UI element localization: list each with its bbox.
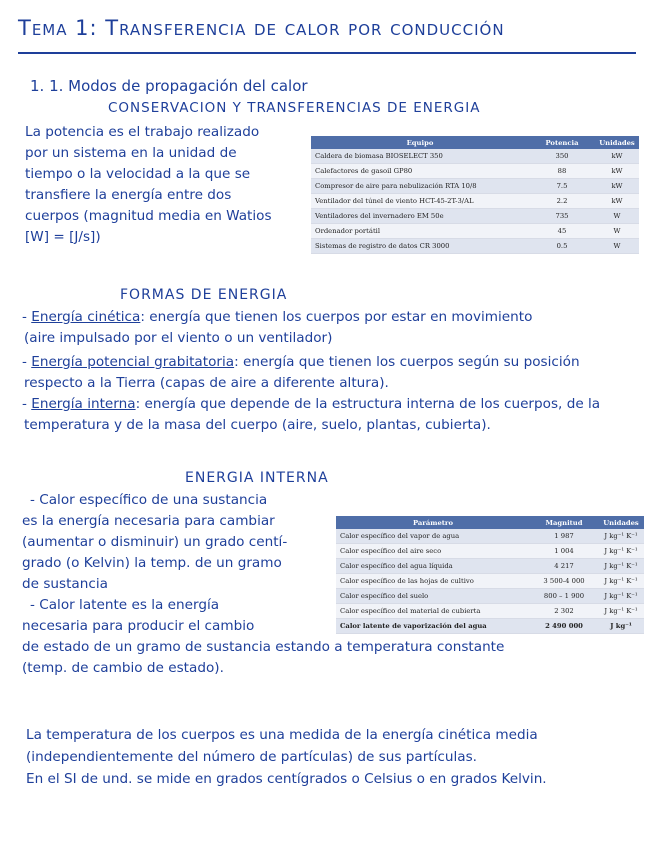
table-cell: 800 – 1 900: [530, 589, 598, 604]
formas-list: [22, 307, 600, 436]
table-cell: J kg⁻¹ K⁻¹: [598, 559, 644, 574]
term-energia-potencial: Energía potencial grabitatoria: [31, 354, 235, 370]
temperatura-paragraph: [26, 724, 547, 790]
table-cell: kW: [595, 194, 639, 209]
term-definition: : energía que tienen los cuerpos por estar en movimiento: [140, 309, 533, 325]
table-cell: kW: [595, 179, 639, 194]
table-cell: W: [595, 209, 639, 224]
table-cell: 1 987: [530, 529, 598, 544]
table-row: [311, 224, 639, 239]
table-cell: J kg⁻¹ K⁻¹: [598, 574, 644, 589]
table-cell: 88: [529, 164, 595, 179]
table-cell: Ventiladores del invernadero EM 50e: [311, 209, 529, 224]
column-header-unidades: Unidades: [595, 136, 639, 149]
table-cell: Calor específico de las hojas de cultivo: [336, 574, 530, 589]
paragraph-line: es la energía necesaria para cambiar: [22, 513, 275, 529]
paragraph-line: - Calor latente es la energía: [30, 597, 220, 613]
table-row: [311, 239, 639, 254]
table-cell: Ventilador del túnel de viento HCT-45-2T-3/AL: [311, 194, 529, 209]
table-cell: 735: [529, 209, 595, 224]
table-cell: Calor específico del agua líquida: [336, 559, 530, 574]
table-cell: 1 004: [530, 544, 598, 559]
table-cell: J kg⁻¹: [598, 619, 644, 634]
parameter-table: [336, 516, 644, 634]
column-header-potencia: Potencia: [529, 136, 595, 149]
section-heading-interna: ENERGIA INTERNA: [185, 470, 329, 486]
paragraph-line: (independientemente del número de partículas) de sus partículas.: [26, 749, 478, 765]
paragraph-line: cuerpos (magnitud media en Watios: [25, 208, 272, 224]
table-header-row: [336, 516, 644, 529]
table-header-row: [311, 136, 639, 149]
table-cell: Caldera de biomasa BIOSELECT 350: [311, 149, 529, 164]
table-cell: J kg⁻¹ K⁻¹: [598, 604, 644, 619]
list-item-potencial: [22, 352, 600, 373]
paragraph-line: de estado de un gramo de sustancia estando a temperatura constante: [22, 639, 505, 655]
paragraph-line: - Calor específico de una sustancia: [30, 492, 268, 508]
section-heading-formas: FORMAS DE ENERGIA: [120, 287, 288, 303]
term-energia-cinetica: Energía cinética: [31, 309, 141, 325]
paragraph-line: [W] = [J/s]): [25, 229, 101, 245]
table-row: [311, 194, 639, 209]
column-header-magnitud: Magnitud: [530, 516, 598, 529]
table-cell: 350: [529, 149, 595, 164]
table-cell: Calor específico del material de cubierta: [336, 604, 530, 619]
table-cell: Calor específico del aire seco: [336, 544, 530, 559]
list-item-cinetica: [22, 307, 600, 328]
term-definition: : energía que depende de la estructura interna de los cuerpos, de la: [135, 396, 601, 412]
list-item-continuation: respecto a la Tierra (capas de aire a diferente altura).: [24, 375, 389, 391]
table-row: [336, 604, 644, 619]
list-item-continuation: (aire impulsado por el viento o un ventilador): [24, 330, 333, 346]
table-row: [336, 529, 644, 544]
table-row: [336, 589, 644, 604]
bullet-dash: -: [22, 309, 32, 325]
table-cell: Ordenador portátil: [311, 224, 529, 239]
table-row: [336, 574, 644, 589]
table-row: [336, 544, 644, 559]
table-cell: kW: [595, 164, 639, 179]
paragraph-line: necesaria para producir el cambio: [22, 618, 255, 634]
section-heading-conservacion: CONSERVACION Y TRANSFERENCIAS DE ENERGIA: [108, 100, 481, 116]
paragraph-line: tiempo o la velocidad a la que se: [25, 166, 251, 182]
paragraph-line: por un sistema en la unidad de: [25, 145, 237, 161]
table-cell: Calor específico del suelo: [336, 589, 530, 604]
table-cell: 45: [529, 224, 595, 239]
potencia-paragraph: [25, 122, 272, 248]
table-row: [311, 164, 639, 179]
table-row: [311, 209, 639, 224]
paragraph-line: La temperatura de los cuerpos es una medida de la energía cinética media: [26, 727, 538, 743]
paragraph-line: (temp. de cambio de estado).: [22, 660, 224, 676]
paragraph-line: grado (o Kelvin) la temp. de un gramo: [22, 555, 282, 571]
page-title: Tema 1: Transferencia de calor por conducción: [18, 16, 505, 40]
table-row: [336, 619, 644, 634]
list-item-continuation: temperatura y de la masa del cuerpo (aire, suelo, plantas, cubierta).: [24, 417, 491, 433]
paragraph-line: (aumentar o disminuir) un grado centí-: [22, 534, 288, 550]
column-header-parametro: Parámetro: [336, 516, 530, 529]
column-header-equipo: Equipo: [311, 136, 529, 149]
term-definition: : energía que tienen los cuerpos según su posición: [234, 354, 580, 370]
table-cell: J kg⁻¹ K⁻¹: [598, 544, 644, 559]
table-cell: 4 217: [530, 559, 598, 574]
table-cell: 7.5: [529, 179, 595, 194]
table-cell: Compresor de aire para nebulización RTA 10/8: [311, 179, 529, 194]
term-energia-interna: Energía interna: [31, 396, 136, 412]
table-cell: 2 302: [530, 604, 598, 619]
paragraph-line: La potencia es el trabajo realizado: [25, 124, 260, 140]
table-cell: J kg⁻¹ K⁻¹: [598, 529, 644, 544]
table-cell: J kg⁻¹ K⁻¹: [598, 589, 644, 604]
table-cell: Calefactores de gasoil GP80: [311, 164, 529, 179]
bullet-dash: -: [22, 354, 32, 370]
bullet-dash: -: [22, 396, 32, 412]
table-cell: 2.2: [529, 194, 595, 209]
table-cell: W: [595, 239, 639, 254]
list-item-interna: [22, 394, 600, 415]
section-subtitle: 1. 1. Modos de propagación del calor: [30, 77, 308, 95]
paragraph-line: de sustancia: [22, 576, 108, 592]
table-cell: 2 490 000: [530, 619, 598, 634]
table-cell: Calor latente de vaporización del agua: [336, 619, 530, 634]
table-row: [311, 149, 639, 164]
table-cell: Sistemas de registro de datos CR 3000: [311, 239, 529, 254]
table-cell: 3 500-4 000: [530, 574, 598, 589]
table-cell: W: [595, 224, 639, 239]
equipment-power-table: [311, 136, 639, 254]
table-row: [336, 559, 644, 574]
paragraph-line: transfiere la energía entre dos: [25, 187, 232, 203]
paragraph-line: En el SI de und. se mide en grados centígrados o Celsius o en grados Kelvin.: [26, 771, 547, 787]
column-header-unidades: Unidades: [598, 516, 644, 529]
table-cell: Calor específico del vapor de agua: [336, 529, 530, 544]
title-underline: [18, 52, 636, 54]
table-cell: kW: [595, 149, 639, 164]
table-row: [311, 179, 639, 194]
table-cell: 0.5: [529, 239, 595, 254]
